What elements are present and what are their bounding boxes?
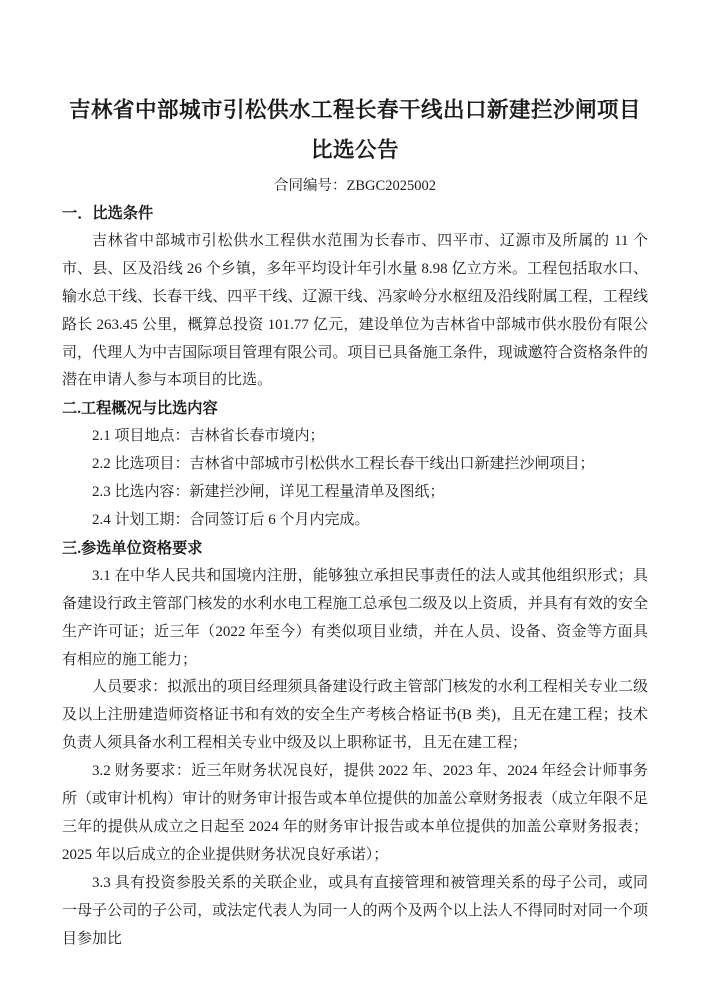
bid-content-item: 2.3 比选内容：新建拦沙闸，详见工程量清单及图纸； — [92, 484, 445, 501]
section-project-overview-heading: 二.工程概况与比选内容 — [62, 400, 218, 418]
affiliated-enterprise-paragraph: 3.3 具有投资参股关系的关联企业，或具有直接管理和被管理关系的母子公司，或同一母子公司的子公司，或法定代表人为同一人的两个及两个以上法人不得同时对同一个项目参加比 — [62, 874, 648, 947]
section-bid-conditions — [62, 200, 648, 395]
qualification-requirement-paragraph: 3.1 在中华人民共和国境内注册，能够独立承担民事责任的法人或其他组织形式；具备建设行政主管部门核发的水利水电工程施工总承包二级及以上资质，并具有有效的安全生产许可证；近三年（2022 年至今）有类似项目业绩，并在人员、设备、资金等方面具有相应的施工能力； — [62, 567, 648, 668]
section-qualification-requirements — [62, 535, 648, 954]
planned-duration-item: 2.4 计划工期：合同签订后 6 个月内完成。 — [92, 511, 370, 528]
document-title-line1: 吉林省中部城市引松供水工程长春干线出口新建拦沙闸项目 — [68, 98, 641, 122]
project-location-item: 2.1 项目地点：吉林省长春市境内； — [92, 428, 325, 445]
document-title-line2: 比选公告 — [310, 138, 399, 162]
contract-number: 合同编号：ZBGC2025002 — [274, 178, 436, 194]
section-bid-conditions-heading: 一．比选条件 — [62, 205, 154, 222]
bid-project-item: 2.2 比选项目：吉林省中部城市引松供水工程长春干线出口新建拦沙闸项目； — [92, 456, 595, 473]
document-title — [62, 90, 648, 170]
personnel-requirement-paragraph: 人员要求：拟派出的项目经理须具备建设行政主管部门核发的水利工程相关专业二级及以上注册建造师资格证书和有效的安全生产考核合格证书(B 类)，且无在建工程；技术负责人须具备水利工程相关专业中级及以上职称证书，且无在建工程； — [62, 679, 648, 752]
section-bid-conditions-paragraph: 吉林省中部城市引松供水工程供水范围为长春市、四平市、辽源市及所属的 11 个市、县、区及沿线 26 个乡镇，多年平均设计年引水量 8.98 亿立方米。工程包括取水口、输水总干线、长春干线、四平干线、辽源干线、冯家岭分水枢纽及沿线附属工程，工程线路长 263.45 公里，概算总投资 101.77 亿元，建设单位为吉林省中部城市供水股份有限公司，代理人为中吉国际项目管理有限公司。项目已具备施工条件，现诚邀符合资格条件的潜在申请人参与本项目的比选。 — [62, 232, 648, 389]
financial-requirement-paragraph: 3.2 财务要求：近三年财务状况良好，提供 2022 年、2023 年、2024 年经会计师事务所（或审计机构）审计的财务审计报告或本单位提供的加盖公章财务报表（成立年限不足三年的提供从成立之日起至 2024 年的财务审计报告或本单位提供的加盖公章财务报表；2025 年以后成立的企业提供财务状况良好承诺）； — [62, 763, 648, 863]
section-project-overview — [62, 395, 648, 535]
section-qualification-requirements-heading: 三.参选单位资格要求 — [62, 539, 203, 557]
